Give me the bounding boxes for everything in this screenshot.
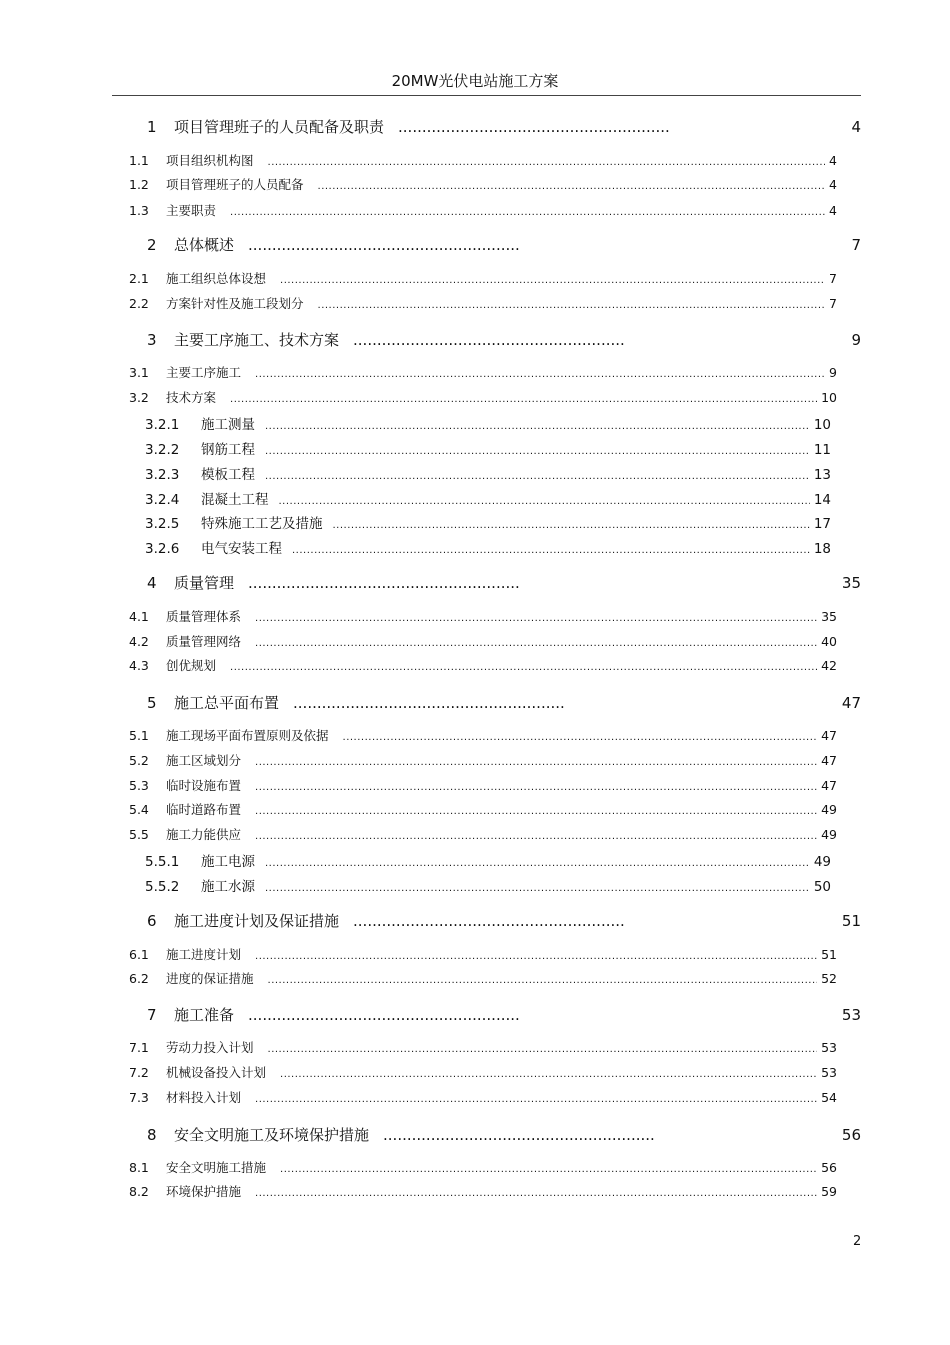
toc-leader-dots bbox=[292, 545, 810, 556]
toc-entry[interactable] bbox=[129, 294, 837, 312]
toc-leader-dots bbox=[383, 1126, 655, 1144]
toc-entry-page: 52 bbox=[821, 971, 837, 986]
toc-entry-title: 特殊施工工艺及措施 bbox=[201, 516, 323, 532]
toc-entry[interactable] bbox=[147, 1124, 861, 1145]
toc-entry-title: 材料投入计划 bbox=[166, 1090, 242, 1105]
toc-entry-title: 进度的保证措施 bbox=[166, 971, 254, 986]
toc-entry-title: 主要工序施工、技术方案 bbox=[174, 331, 340, 349]
toc-entry-number: 5.5.1 bbox=[145, 854, 180, 870]
toc-leader-dots bbox=[255, 806, 817, 817]
toc-entry-title: 施工测量 bbox=[201, 417, 255, 433]
toc-leader-dots bbox=[255, 613, 817, 624]
toc-entry-number: 5.2 bbox=[129, 753, 149, 768]
toc-entry-page: 40 bbox=[821, 634, 837, 649]
toc-entry-number: 3.2.1 bbox=[145, 417, 180, 433]
toc-leader-dots bbox=[230, 207, 825, 218]
toc-entry-number: 5.5.2 bbox=[145, 879, 180, 895]
toc-entry[interactable] bbox=[145, 488, 831, 508]
toc-entry-number: 6 bbox=[147, 912, 157, 930]
toc-entry-page: 47 bbox=[821, 753, 837, 768]
toc-entry-title: 项目组织机构图 bbox=[166, 153, 254, 168]
toc-entry[interactable] bbox=[129, 656, 837, 674]
toc-entry-number: 3.2 bbox=[129, 390, 149, 405]
toc-entry-title: 质量管理体系 bbox=[166, 609, 242, 624]
toc-entry-page: 51 bbox=[841, 912, 861, 930]
toc-entry[interactable] bbox=[129, 1038, 837, 1056]
toc-entry[interactable] bbox=[145, 512, 831, 532]
toc-entry-page: 49 bbox=[813, 854, 831, 870]
toc-entry-title: 施工总平面布置 bbox=[174, 694, 280, 712]
toc-entry-page: 9 bbox=[829, 365, 837, 380]
toc-entry[interactable] bbox=[129, 1158, 837, 1176]
toc-entry[interactable] bbox=[129, 151, 837, 169]
toc-entry-page: 47 bbox=[821, 778, 837, 793]
toc-entry-page: 4 bbox=[829, 153, 837, 168]
toc-entry[interactable] bbox=[147, 692, 861, 713]
toc-entry-page: 18 bbox=[813, 541, 831, 557]
toc-entry-page: 7 bbox=[851, 236, 861, 254]
toc-entry-number: 1 bbox=[147, 118, 157, 136]
toc-entry[interactable] bbox=[129, 269, 837, 287]
toc-entry-page: 4 bbox=[829, 203, 837, 218]
toc-entry-page: 10 bbox=[821, 390, 837, 405]
toc-leader-dots bbox=[268, 975, 818, 986]
toc-entry[interactable] bbox=[129, 632, 837, 650]
toc-entry-number: 3.2.2 bbox=[145, 442, 180, 458]
toc-entry-number: 3.2.4 bbox=[145, 492, 180, 508]
toc-entry-number: 3.1 bbox=[129, 365, 149, 380]
toc-entry-title: 施工进度计划及保证措施 bbox=[174, 912, 340, 930]
toc-entry[interactable] bbox=[145, 875, 831, 895]
page-number: 2 bbox=[853, 1234, 862, 1249]
toc-entry-title: 混凝土工程 bbox=[201, 492, 269, 508]
page-header-title: 20MW光伏电站施工方案 bbox=[391, 72, 559, 90]
toc-leader-dots bbox=[318, 181, 826, 192]
toc-entry-title: 技术方案 bbox=[166, 390, 217, 405]
toc-entry-number: 3.2.6 bbox=[145, 541, 180, 557]
toc-entry[interactable] bbox=[147, 329, 861, 350]
toc-entry-title: 施工组织总体设想 bbox=[166, 271, 267, 286]
toc-entry-title: 临时道路布置 bbox=[166, 802, 242, 817]
toc-entry-title: 项目管理班子的人员配备及职责 bbox=[174, 118, 385, 136]
toc-entry-number: 6.2 bbox=[129, 971, 149, 986]
toc-leader-dots bbox=[268, 157, 826, 168]
toc-entry-page: 53 bbox=[841, 1006, 861, 1024]
toc-entry-number: 6.1 bbox=[129, 947, 149, 962]
toc-entry[interactable] bbox=[129, 969, 837, 987]
toc-entry-title: 钢筋工程 bbox=[201, 442, 255, 458]
toc-entry-title: 施工电源 bbox=[201, 854, 255, 870]
toc-entry-page: 7 bbox=[829, 271, 837, 286]
toc-entry-title: 劳动力投入计划 bbox=[166, 1040, 254, 1055]
toc-leader-dots bbox=[255, 757, 817, 768]
toc-entry-page: 42 bbox=[821, 658, 837, 673]
toc-entry-number: 7 bbox=[147, 1006, 157, 1024]
toc-leader-dots bbox=[268, 1044, 818, 1055]
toc-entry[interactable] bbox=[129, 388, 837, 406]
toc-leader-dots bbox=[353, 331, 625, 349]
toc-leader-dots bbox=[265, 446, 810, 457]
toc-entry-number: 4.3 bbox=[129, 658, 149, 673]
toc-entry[interactable] bbox=[145, 850, 831, 870]
toc-entry-title: 质量管理 bbox=[174, 574, 235, 592]
toc-leader-dots bbox=[255, 951, 817, 962]
toc-entry-title: 项目管理班子的人员配备 bbox=[166, 177, 304, 192]
toc-entry-number: 4.1 bbox=[129, 609, 149, 624]
toc-entry-number: 8.2 bbox=[129, 1184, 149, 1199]
toc-leader-dots bbox=[398, 118, 670, 136]
toc-entry-title: 施工力能供应 bbox=[166, 827, 242, 842]
toc-entry-page: 53 bbox=[821, 1040, 837, 1055]
toc-entry-number: 8.1 bbox=[129, 1160, 149, 1175]
toc-entry-number: 7.3 bbox=[129, 1090, 149, 1105]
toc-leader-dots bbox=[248, 236, 520, 254]
toc-entry-number: 3.2.3 bbox=[145, 467, 180, 483]
toc-entry-page: 10 bbox=[813, 417, 831, 433]
toc-leader-dots bbox=[343, 732, 818, 743]
toc-entry-page: 35 bbox=[821, 609, 837, 624]
toc-entry-number: 1.1 bbox=[129, 153, 149, 168]
toc-entry[interactable] bbox=[129, 1063, 837, 1081]
toc-entry[interactable] bbox=[129, 776, 837, 794]
toc-entry-title: 质量管理网络 bbox=[166, 634, 242, 649]
toc-leader-dots bbox=[265, 883, 810, 894]
toc-entry-page: 49 bbox=[821, 802, 837, 817]
toc-entry-page: 11 bbox=[813, 442, 831, 458]
toc-entry-number: 4.2 bbox=[129, 634, 149, 649]
toc-entry[interactable] bbox=[147, 572, 861, 593]
toc-entry-title: 总体概述 bbox=[174, 236, 235, 254]
toc-leader-dots bbox=[293, 694, 565, 712]
toc-leader-dots bbox=[255, 831, 817, 842]
toc-entry[interactable] bbox=[147, 910, 861, 931]
toc-entry-title: 临时设施布置 bbox=[166, 778, 242, 793]
toc-entry-page: 47 bbox=[841, 694, 861, 712]
toc-entry-page: 47 bbox=[821, 728, 837, 743]
toc-entry-page: 17 bbox=[813, 516, 831, 532]
toc-entry-number: 8 bbox=[147, 1126, 157, 1144]
toc-leader-dots bbox=[248, 1006, 520, 1024]
toc-entry-page: 50 bbox=[813, 879, 831, 895]
toc-leader-dots bbox=[333, 520, 810, 531]
toc-entry-title: 机械设备投入计划 bbox=[166, 1065, 267, 1080]
toc-entry-page: 56 bbox=[821, 1160, 837, 1175]
toc-entry-title: 施工进度计划 bbox=[166, 947, 242, 962]
toc-entry-title: 环境保护措施 bbox=[166, 1184, 242, 1199]
toc-leader-dots bbox=[279, 496, 810, 507]
toc-entry-number: 7.2 bbox=[129, 1065, 149, 1080]
toc-entry-page: 59 bbox=[821, 1184, 837, 1199]
toc-entry[interactable] bbox=[129, 751, 837, 769]
toc-entry-page: 51 bbox=[821, 947, 837, 962]
toc-leader-dots bbox=[280, 1164, 817, 1175]
toc-leader-dots bbox=[265, 858, 810, 869]
toc-entry-title: 主要工序施工 bbox=[166, 365, 242, 380]
toc-entry[interactable] bbox=[145, 413, 831, 433]
toc-entry-number: 7.1 bbox=[129, 1040, 149, 1055]
toc-entry[interactable] bbox=[129, 1182, 837, 1200]
header-divider bbox=[112, 95, 861, 96]
toc-leader-dots bbox=[255, 638, 817, 649]
toc-entry-page: 4 bbox=[851, 118, 861, 136]
toc-entry[interactable] bbox=[145, 463, 831, 483]
toc-entry-page: 49 bbox=[821, 827, 837, 842]
toc-leader-dots bbox=[248, 574, 520, 592]
toc-entry-number: 3 bbox=[147, 331, 157, 349]
toc-entry[interactable] bbox=[147, 234, 861, 255]
toc-leader-dots bbox=[255, 782, 817, 793]
toc-entry-number: 4 bbox=[147, 574, 157, 592]
toc-entry-title: 安全文明施工措施 bbox=[166, 1160, 267, 1175]
toc-entry-page: 4 bbox=[829, 177, 837, 192]
toc-leader-dots bbox=[255, 1188, 817, 1199]
toc-entry-title: 施工现场平面布置原则及依据 bbox=[166, 728, 329, 743]
toc-entry-number: 5.3 bbox=[129, 778, 149, 793]
toc-entry[interactable] bbox=[129, 825, 837, 843]
toc-leader-dots bbox=[280, 1069, 817, 1080]
toc-entry-number: 5.4 bbox=[129, 802, 149, 817]
toc-entry-title: 主要职责 bbox=[166, 203, 217, 218]
toc-entry-title: 模板工程 bbox=[201, 467, 255, 483]
toc-entry-title: 安全文明施工及环境保护措施 bbox=[174, 1126, 370, 1144]
toc-entry-number: 3.2.5 bbox=[145, 516, 180, 532]
toc-entry-title: 创优规划 bbox=[166, 658, 217, 673]
toc-leader-dots bbox=[280, 275, 825, 286]
toc-entry-page: 56 bbox=[841, 1126, 861, 1144]
toc-entry-number: 2.1 bbox=[129, 271, 149, 286]
toc-entry-page: 9 bbox=[851, 331, 861, 349]
toc-leader-dots bbox=[353, 912, 625, 930]
toc-entry-title: 施工水源 bbox=[201, 879, 255, 895]
toc-entry-number: 5.5 bbox=[129, 827, 149, 842]
toc-entry[interactable] bbox=[129, 175, 837, 193]
toc-leader-dots bbox=[255, 369, 825, 380]
toc-entry-page: 35 bbox=[841, 574, 861, 592]
toc-entry-number: 1.2 bbox=[129, 177, 149, 192]
toc-entry-title: 施工区域划分 bbox=[166, 753, 242, 768]
toc-entry-page: 53 bbox=[821, 1065, 837, 1080]
toc-leader-dots bbox=[255, 1094, 817, 1105]
toc-entry[interactable] bbox=[129, 800, 837, 818]
toc-entry[interactable] bbox=[129, 607, 837, 625]
toc-entry-number: 1.3 bbox=[129, 203, 149, 218]
toc-entry[interactable] bbox=[145, 438, 831, 458]
toc-entry-number: 2 bbox=[147, 236, 157, 254]
toc-entry[interactable] bbox=[129, 945, 837, 963]
toc-entry-number: 5 bbox=[147, 694, 157, 712]
toc-entry-page: 14 bbox=[813, 492, 831, 508]
toc-entry-page: 54 bbox=[821, 1090, 837, 1105]
toc-entry[interactable] bbox=[147, 1004, 861, 1025]
toc-entry[interactable] bbox=[147, 116, 861, 137]
toc-entry-title: 施工准备 bbox=[174, 1006, 235, 1024]
toc-entry[interactable] bbox=[129, 201, 837, 219]
toc-leader-dots bbox=[265, 471, 810, 482]
toc-entry-number: 5.1 bbox=[129, 728, 149, 743]
toc-entry[interactable] bbox=[145, 537, 831, 557]
toc-entry-title: 电气安装工程 bbox=[201, 541, 282, 557]
toc-entry[interactable] bbox=[129, 1088, 837, 1106]
toc-entry[interactable] bbox=[129, 726, 837, 744]
toc-entry-title: 方案针对性及施工段划分 bbox=[166, 296, 304, 311]
toc-leader-dots bbox=[230, 662, 817, 673]
toc-entry-page: 7 bbox=[829, 296, 837, 311]
toc-entry-number: 2.2 bbox=[129, 296, 149, 311]
toc-leader-dots bbox=[265, 421, 810, 432]
toc-leader-dots bbox=[318, 300, 826, 311]
toc-entry-page: 13 bbox=[813, 467, 831, 483]
toc-entry[interactable] bbox=[129, 363, 837, 381]
toc-leader-dots bbox=[230, 394, 817, 405]
